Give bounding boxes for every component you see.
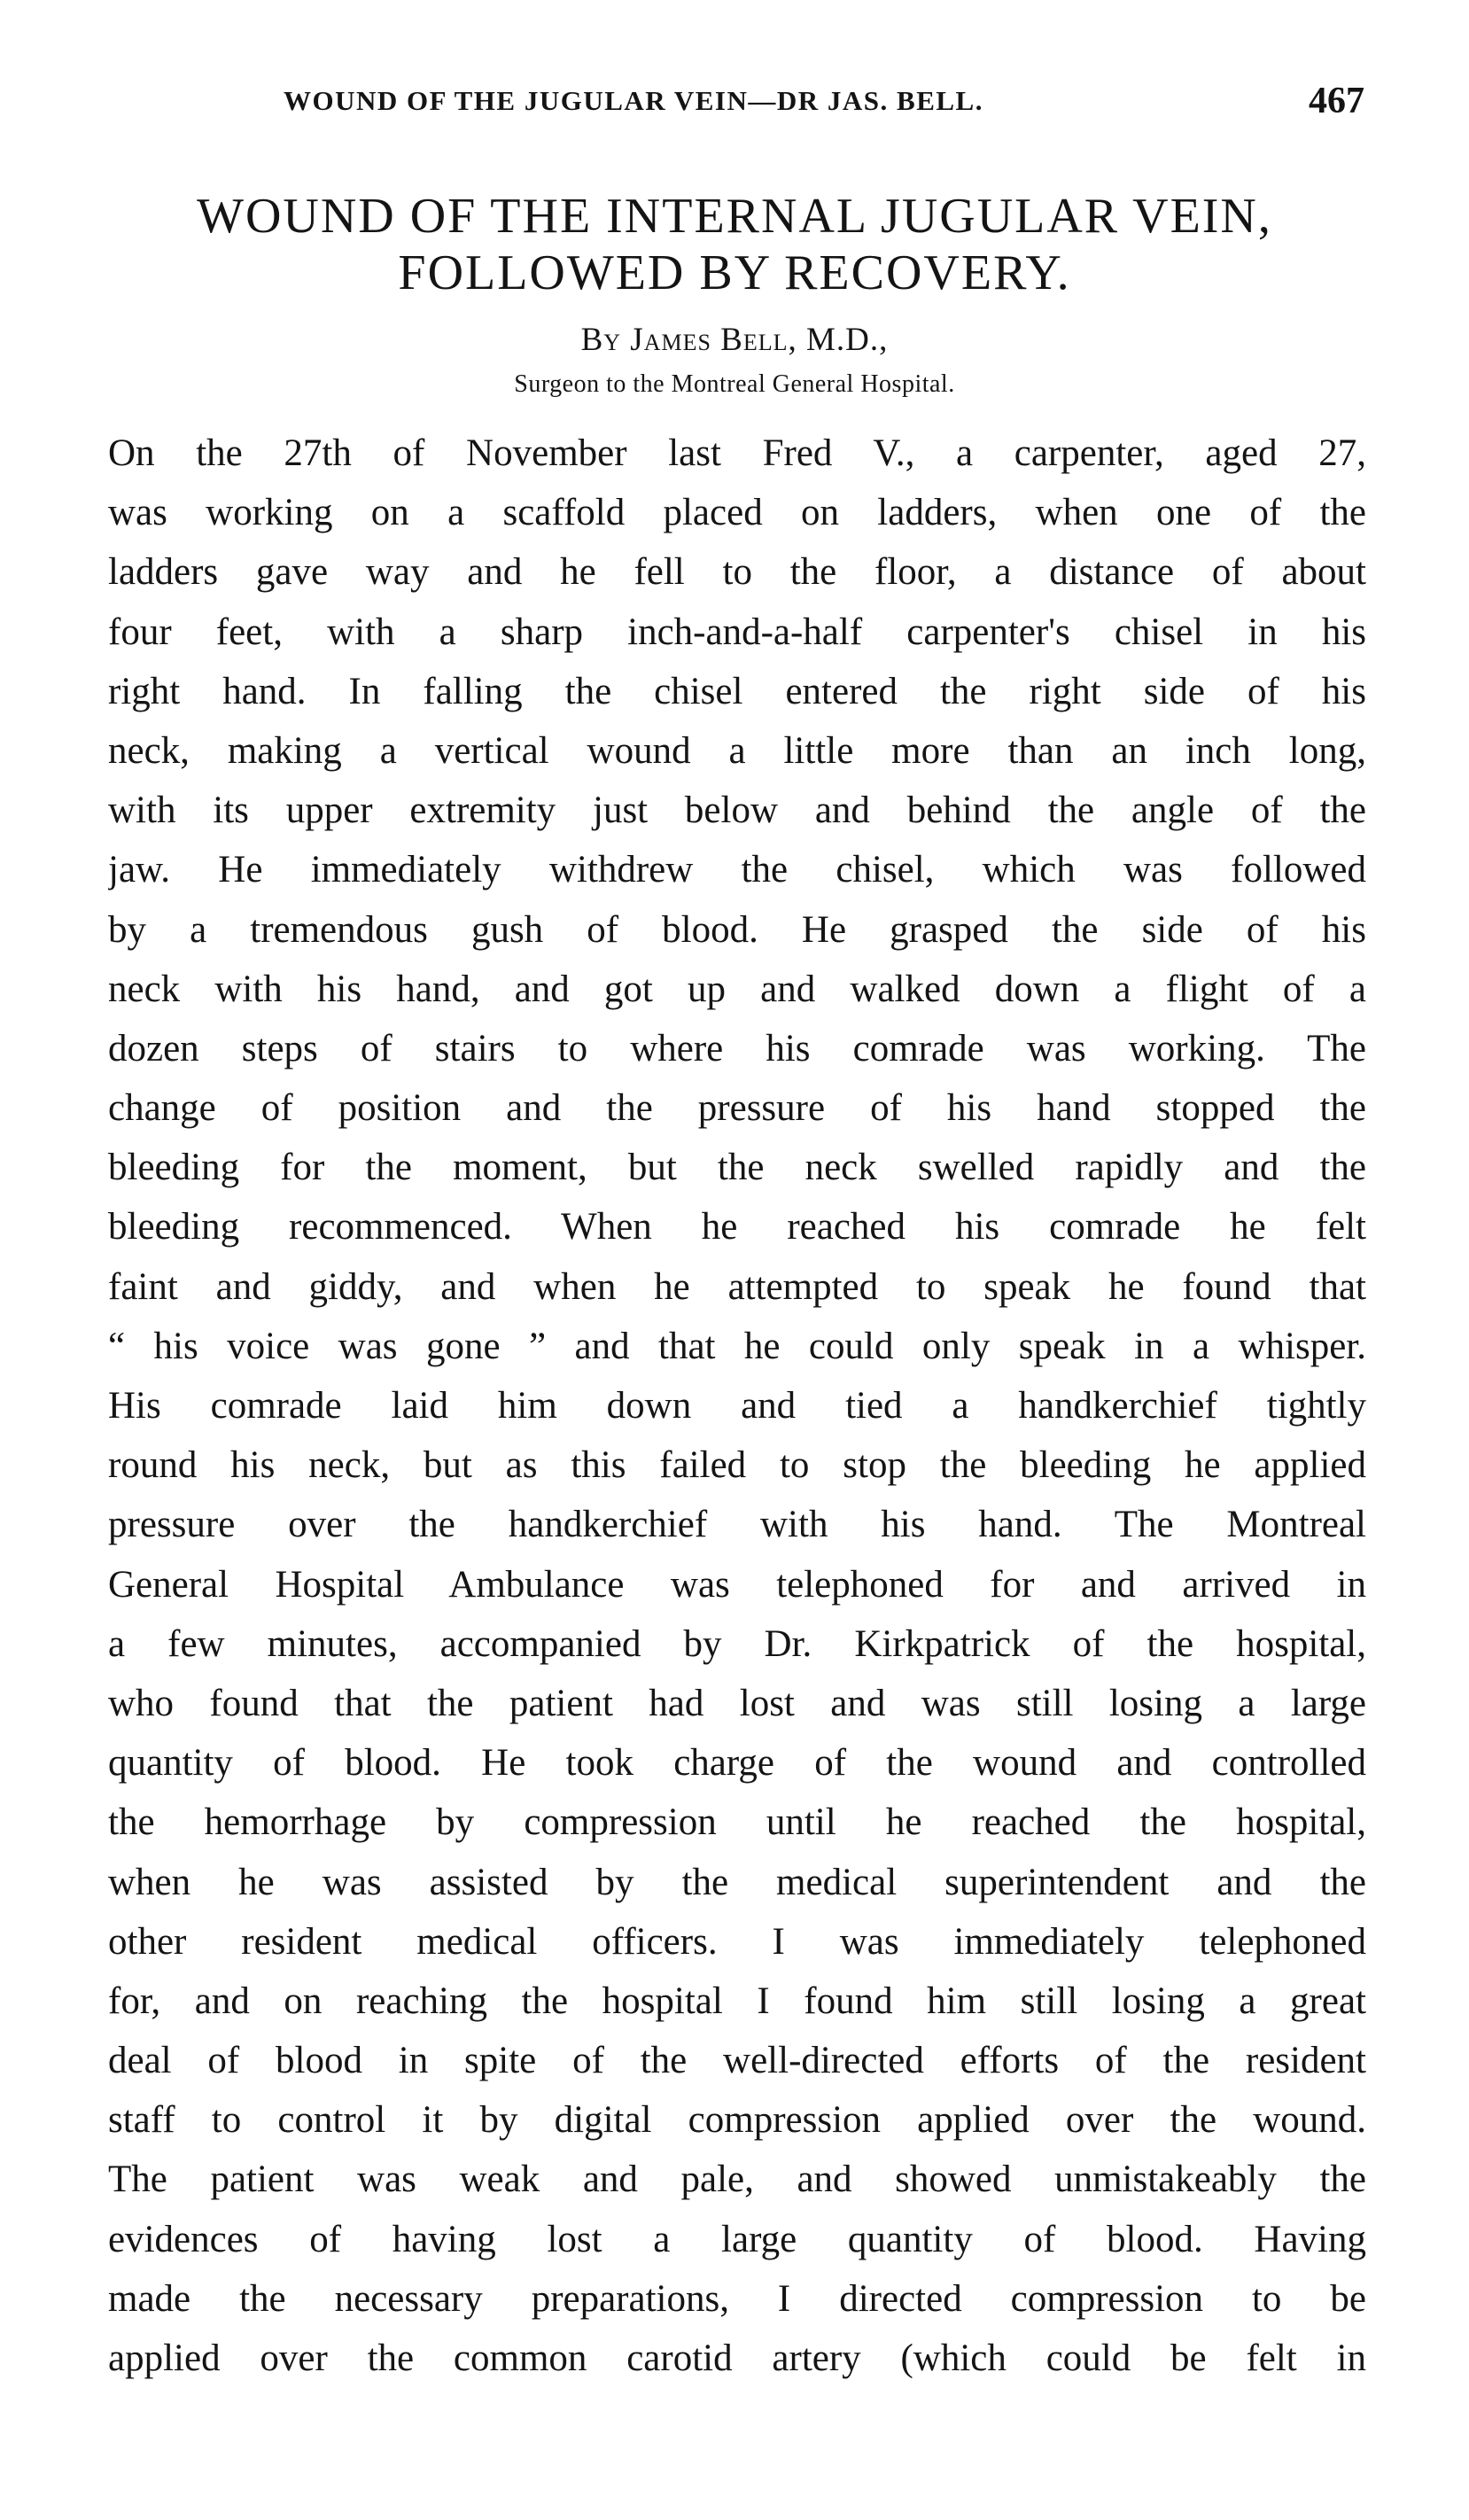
body-line: dozen steps of stairs to where his comrade was working. The (108, 1027, 1366, 1069)
body-line: a few minutes, accompanied by Dr. Kirkpatrick of the hospital, (108, 1622, 1366, 1665)
body-line: other resident medical officers. I was immediately telephoned (108, 1920, 1366, 1963)
body-line: “ his voice was gone ” and that he could only speak in a whisper. (108, 1325, 1366, 1367)
body-line: change of position and the pressure of his hand stopped the (108, 1087, 1366, 1130)
body-line: quantity of blood. He took charge of the wound and controlled (108, 1742, 1366, 1785)
body-line: for, and on reaching the hospital I found him still losing a great (108, 1979, 1366, 2022)
body-text (108, 424, 1366, 2388)
page-number: 467 (1309, 81, 1364, 121)
article-title-line-1: WOUND OF THE INTERNAL JUGULAR VEIN, (197, 189, 1272, 244)
body-line: applied over the common carotid artery (which could be felt in (108, 2337, 1366, 2379)
body-line: ladders gave way and he fell to the floor, a distance of about (108, 551, 1366, 594)
body-line: On the 27th of November last Fred V., a carpenter, aged 27, (108, 432, 1366, 474)
body-line: was working on a scaffold placed on ladders, when one of the (108, 492, 1366, 534)
body-line: by a tremendous gush of blood. He grasped the side of his (108, 908, 1366, 951)
body-line: made the necessary preparations, I directed compression to be (108, 2277, 1366, 2320)
body-line: bleeding recommenced. When he reached his comrade he felt (108, 1206, 1366, 1248)
body-line: deal of blood in spite of the well-directed efforts of the resident (108, 2040, 1366, 2082)
body-line: faint and giddy, and when he attempted to speak he found that (108, 1265, 1366, 1308)
body-line: bleeding for the moment, but the neck swelled rapidly and the (108, 1147, 1366, 1189)
running-title: WOUND OF THE JUGULAR VEIN—DR JAS. BELL. (284, 85, 983, 116)
body-line: when he was assisted by the medical superintendent and the (108, 1861, 1366, 1903)
body-line: with its upper extremity just below and behind the angle of the (108, 789, 1366, 832)
body-line: pressure over the handkerchief with his hand. The Montreal (108, 1504, 1366, 1546)
body-line: neck, making a vertical wound a little more than an inch long, (108, 729, 1366, 772)
body-line: General Hospital Ambulance was telephoned for and arrived in (108, 1563, 1366, 1606)
author-byline: By James Bell, M.D., (580, 322, 889, 358)
body-line: four feet, with a sharp inch-and-a-half carpenter's chisel in his (108, 611, 1366, 653)
body-line: who found that the patient had lost and was still losing a large (108, 1682, 1366, 1724)
body-line: staff to control it by digital compression applied over the wound. (108, 2099, 1366, 2142)
body-line: jaw. He immediately withdrew the chisel, which was followed (108, 849, 1366, 891)
body-line: neck with his hand, and got up and walked down a flight of a (108, 968, 1366, 1010)
body-line: His comrade laid him down and tied a handkerchief tightly (108, 1385, 1366, 1427)
author-affiliation: Surgeon to the Montreal General Hospital. (514, 370, 955, 398)
body-line: right hand. In falling the chisel entered the right side of his (108, 670, 1366, 712)
article-title (89, 188, 1380, 301)
body-line: the hemorrhage by compression until he reached the hospital, (108, 1801, 1366, 1844)
article-title-line-2: FOLLOWED BY RECOVERY. (398, 245, 1071, 300)
running-head (266, 81, 1364, 138)
body-line: evidences of having lost a large quantity of blood. Having (108, 2218, 1366, 2260)
body-line: round his neck, but as this failed to stop the bleeding he applied (108, 1444, 1366, 1487)
body-line: The patient was weak and pale, and showed unmistakeably the (108, 2158, 1366, 2201)
